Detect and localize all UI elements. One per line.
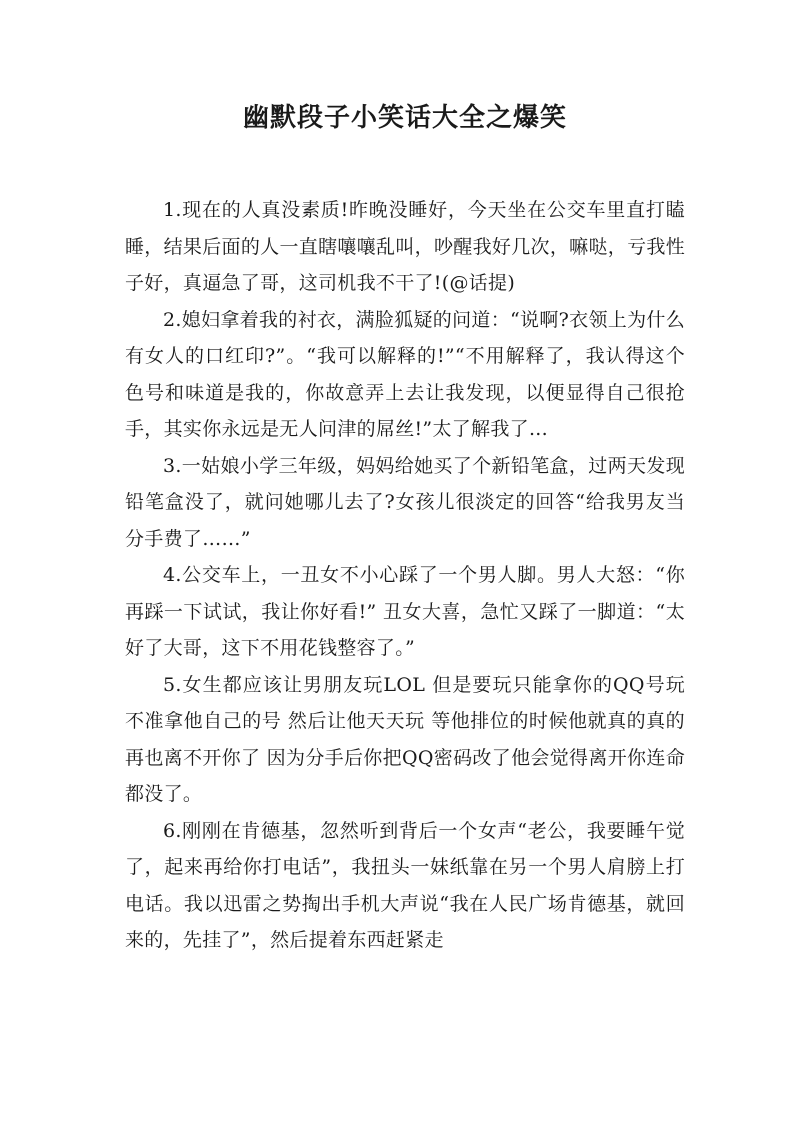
joke-paragraph-5: 5.女生都应该让男朋友玩LOL 但是要玩只能拿你的QQ号玩 不准拿他自己的号 然后让他天天玩 等他排位的时候他就真的真的再也离不开你了 因为分手后你把QQ密码改了他会觉得离开你连命都没了。	[125, 673, 685, 805]
joke-paragraph-1: 1.现在的人真没素质!昨晚没睡好，今天坐在公交车里直打瞌睡，结果后面的人一直瞎嚷嚷乱叫，吵醒我好几次，嘛哒，亏我性子好，真逼急了哥，这司机我不干了!(@话提)	[125, 199, 685, 294]
joke-paragraph-2: 2.媳妇拿着我的衬衣，满脸狐疑的问道：“说啊?衣领上为什么有女人的口红印?”。“我可以解释的!”“不用解释了，我认得这个色号和味道是我的，你故意弄上去让我发现，以便显得自己很抢手，其实你永远是无人问津的屌丝!”太了解我了...	[125, 308, 685, 440]
joke-paragraph-4: 4.公交车上，一丑女不小心踩了一个男人脚。男人大怒：“你再踩一下试试，我让你好看!” 丑女大喜，急忙又踩了一脚道：“太好了大哥，这下不用花钱整容了。”	[125, 564, 685, 659]
document-body	[125, 192, 685, 959]
joke-paragraph-3: 3.一姑娘小学三年级，妈妈给她买了个新铅笔盒，过两天发现铅笔盒没了，就问她哪儿去了?女孩儿很淡定的回答“给我男友当分手费了……”	[125, 454, 685, 550]
joke-paragraph-6: 6.刚刚在肯德基，忽然听到背后一个女声“老公，我要睡午觉了，起来再给你打电话”，我扭头一妹纸靠在另一个男人肩膀上打电话。我以迅雷之势掏出手机大声说“我在人民广场肯德基，就回来的，先挂了”，然后提着东西赶紧走	[125, 819, 685, 951]
document-title: 幽默段子小笑话大全之爆笑	[242, 103, 567, 133]
